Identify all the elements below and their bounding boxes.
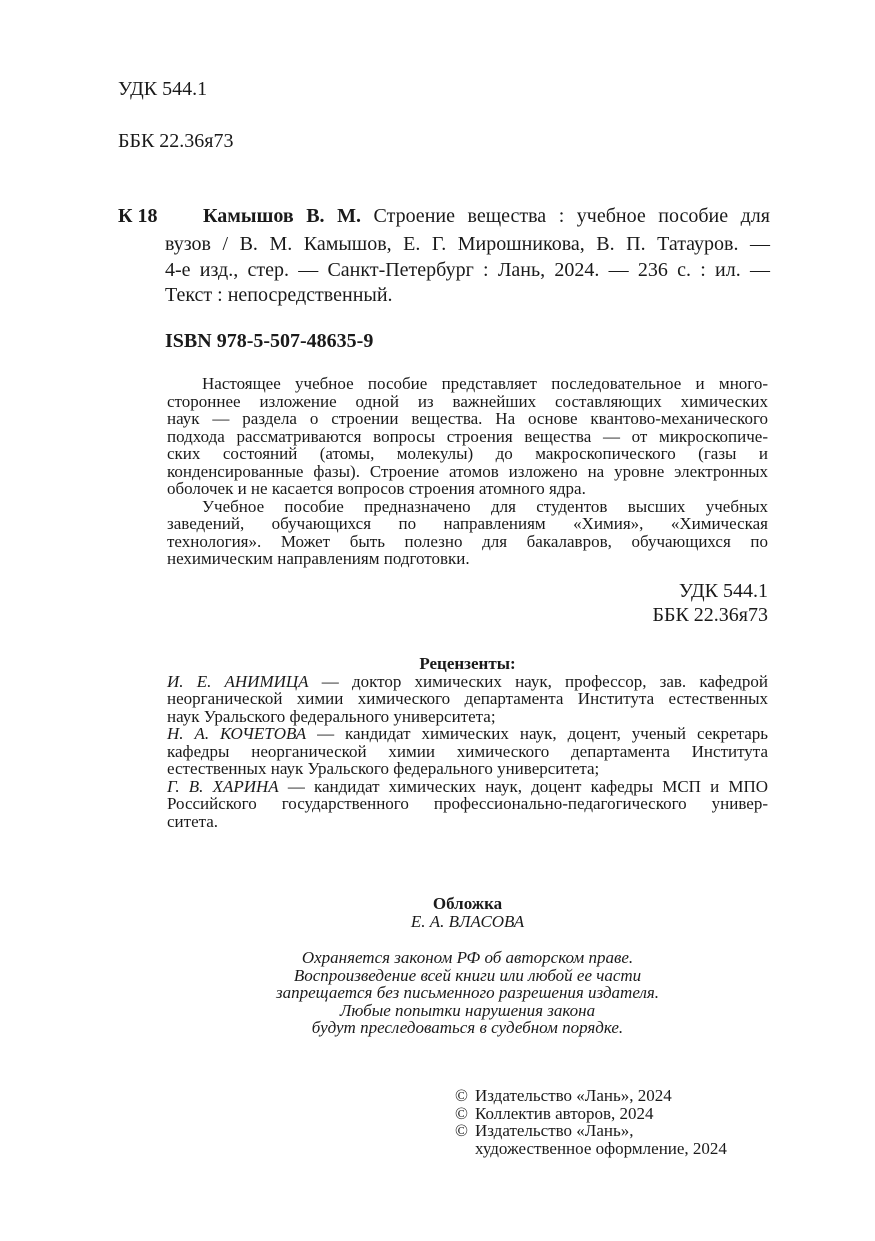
reviewers — [167, 655, 768, 830]
reviewer-text: — доктор химических наук, профессор, зав. кафедрой — [308, 671, 768, 691]
bbk-top: ББК 22.36я73 — [118, 130, 234, 152]
cover-heading: Обложка — [432, 894, 503, 913]
udk-top: УДК 544.1 — [118, 78, 208, 100]
notice-line: Любые попытки нарушения закона — [339, 1000, 596, 1020]
reviewer-text: наук Уральского федерального университета; — [167, 706, 496, 726]
entry-line-3: 4-е изд., стер. — Санкт-Петербург : Лань, 2024. — 236 с. : ил. — — [165, 259, 770, 281]
copyright-line: Коллектив авторов, 2024 — [475, 1103, 654, 1123]
entry-author: Камышов В. М. — [203, 205, 361, 227]
copyright-line: Издательство «Лань», — [475, 1121, 634, 1140]
copyright-line: художественное оформление, 2024 — [475, 1138, 727, 1158]
reviewer-text: кафедры неорганической химии химического департамента Института — [167, 741, 768, 761]
abstract — [167, 375, 768, 568]
abstract-line: стороннее изложение одной из важнейших составляющих химических — [167, 391, 768, 411]
entry-code: К 18 — [118, 205, 158, 227]
notice-line: Воспроизведение всей книги или любой ее части — [293, 965, 642, 985]
abstract-line: подхода рассматриваются вопросы строения вещества — от микроскопиче- — [167, 426, 768, 446]
reviewer-text: неорганической химии химического департамента Института естественных — [167, 689, 768, 708]
abstract-line: технология». Может быть полезно для бакалавров, обучающихся по — [167, 531, 768, 551]
reviewer-name: Н. А. КОЧЕТОВА — [167, 724, 307, 743]
cover-credit — [167, 895, 768, 930]
abstract-line: конденсированные фазы). Строение атомов изложено на уровне электронных — [167, 461, 768, 481]
isbn: ISBN 978-5-507-48635-9 — [165, 330, 374, 352]
reviewers-heading: Рецензенты: — [419, 654, 516, 673]
abstract-line: Настоящее учебное пособие представляет последовательное и много- — [202, 374, 768, 393]
abstract-line: ских состояний (атомы, молекулы) до макроскопического (газы и — [167, 444, 768, 463]
notice-line: Охраняется законом РФ об авторском праве. — [301, 948, 634, 967]
reviewer-name: И. Е. АНИМИЦА — [167, 671, 309, 691]
copyrights — [455, 1087, 775, 1157]
reviewer-text: — кандидат химических наук, доцент, ученый секретарь — [306, 724, 769, 743]
entry-line-4: Текст : непосредственный. — [165, 284, 393, 306]
copyright-line: Издательство «Лань», 2024 — [475, 1086, 672, 1105]
bbk-bottom: ББК 22.36я73 — [652, 604, 768, 626]
entry-title: Строение вещества : учебное пособие для — [360, 205, 770, 227]
copyright-notice — [167, 949, 768, 1037]
copyright-icon: © — [455, 1086, 468, 1105]
abstract-line: Учебное пособие предназначено для студентов высших учебных — [202, 496, 768, 516]
notice-line: будут преследоваться в судебном порядке. — [311, 1018, 624, 1037]
entry-line-1 — [203, 203, 770, 229]
reviewer-text: естественных наук Уральского федерального университета; — [167, 759, 600, 778]
copyright-icon: © — [455, 1121, 468, 1140]
reviewer-text: — кандидат химических наук, доцент кафедры МСП и МПО — [278, 776, 769, 796]
abstract-line: наук — раздела о строении вещества. На основе квантово-механического — [167, 409, 768, 428]
copyright-icon: © — [455, 1103, 468, 1123]
entry-line-2: вузов / В. М. Камышов, Е. Г. Мирошникова, В. П. Татауров. — — [165, 233, 770, 255]
reviewer-text: ситета. — [167, 811, 219, 831]
abstract-line: нехимическим направлениям подготовки. — [167, 549, 470, 568]
reviewer-name: Г. В. ХАРИНА — [167, 776, 279, 796]
reviewer-text: Российского государственного профессионально-педагогического универ- — [167, 794, 768, 813]
udk-bottom: УДК 544.1 — [678, 580, 768, 602]
notice-line: запрещается без письменного разрешения издателя. — [275, 983, 660, 1002]
abstract-line: оболочек и не касается вопросов строения атомного ядра. — [167, 479, 586, 498]
abstract-line: заведений, обучающихся по направлениям «Химия», «Химическая — [167, 514, 768, 533]
cover-artist: Е. А. ВЛАСОВА — [410, 911, 525, 931]
